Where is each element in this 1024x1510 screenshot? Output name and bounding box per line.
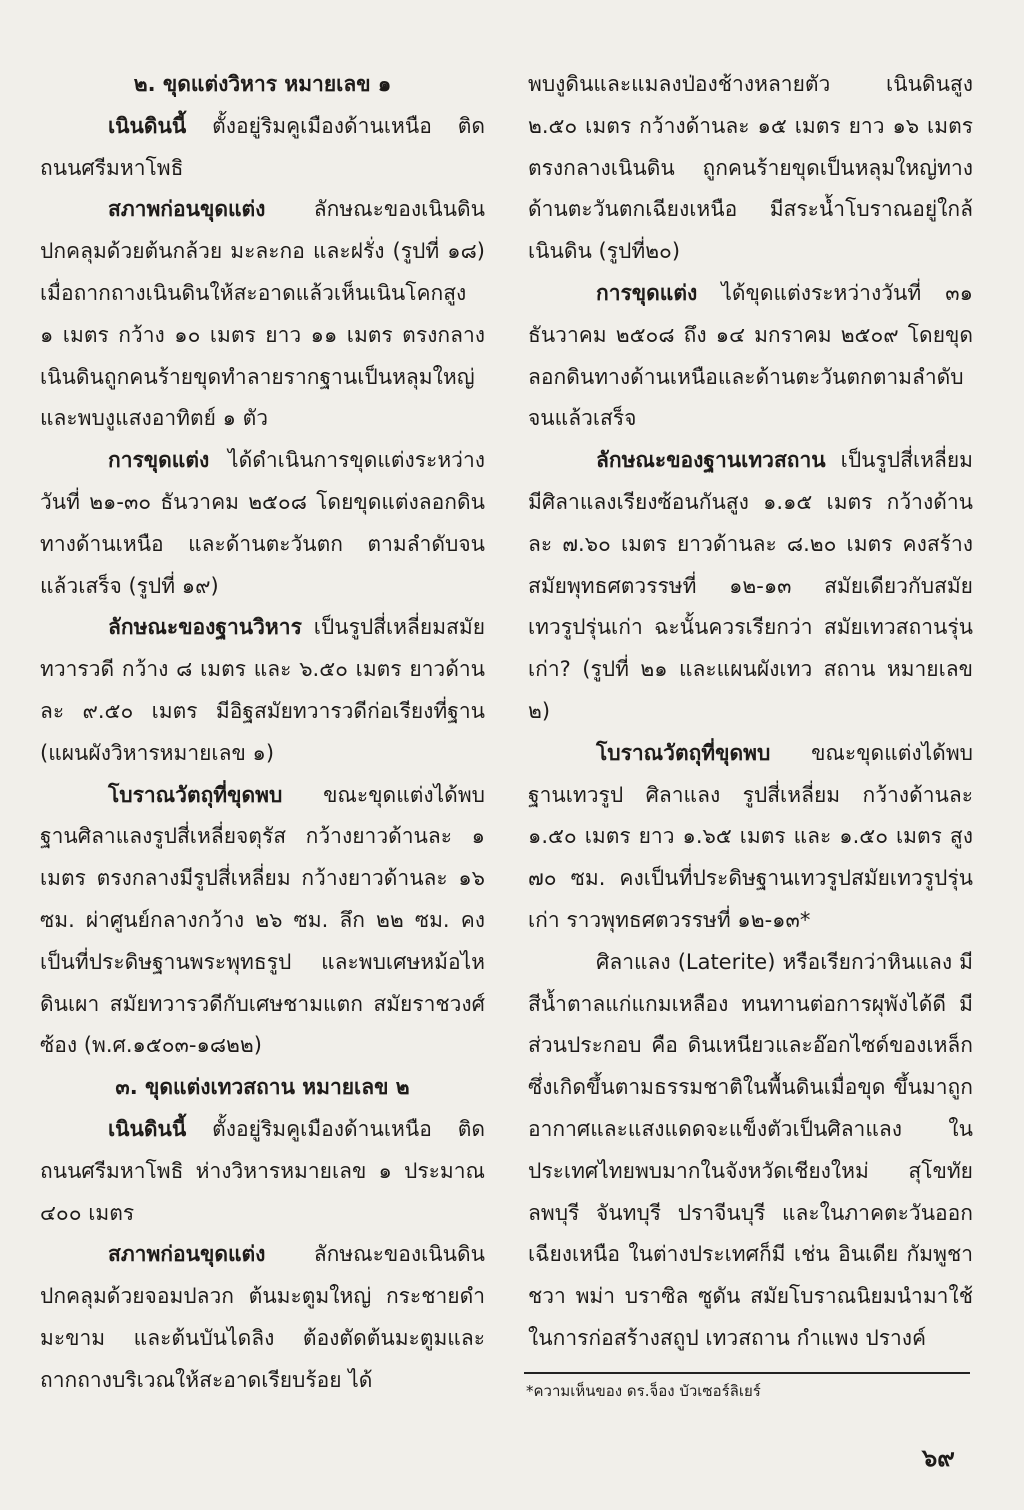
text-before-excavation: ลักษณะของเนินดินปกคลุมด้วยจอมปลวก ต้นมะตูมใหญ่ กระชายดำ มะขาม และต้นบันไดลิง ต้องตัดต้นมะตูมและถากถางบริเวณให้สะอาดเรียบร้อย ได้	[40, 1242, 485, 1392]
right-column	[528, 64, 973, 1360]
label-before-excavation: สภาพก่อนขุดแต่ง	[108, 1242, 266, 1267]
label-shrine-base: ลักษณะของฐานเทวสถาน	[596, 448, 826, 473]
text-artifacts: ขณะขุดแต่งได้พบฐานเทวรูป ศิลาแลง รูปสี่เหลี่ยม กว้างด้านละ ๑.๕๐ เมตร ยาว ๑.๖๕ เมตร และ ๑.๕๐ เมตร สูง ๗๐ ซม. คงเป็นที่ประดิษฐานเทวรูปสมัยเทวรูปรุ่นเก่า ราวพุทธศตวรรษที่ ๑๒-๑๓*	[528, 740, 973, 932]
left-column	[40, 64, 485, 1402]
footnote: *ความเห็นของ ดร.จ็อง บัวเซอร์ลิเยร์	[526, 1382, 761, 1400]
text-vihara-base: เป็นรูปสี่เหลี่ยมสมัยทวารวดี กว้าง ๘ เมตร และ ๖.๕๐ เมตร ยาวด้านละ ๙.๕๐ เมตร มีอิฐสมัยทวารวดีก่อเรียงที่ฐาน (แผนผังวิหารหมายเลข ๑)	[40, 615, 485, 765]
section-heading-shrine: ๓. ขุดแต่งเทวสถาน หมายเลข ๒	[115, 1075, 410, 1100]
label-mound: เนินดินนี้	[108, 1116, 187, 1141]
paragraph-vihara-artifacts	[40, 775, 485, 1068]
paragraph-shrine-artifacts	[528, 733, 973, 942]
paragraph-shrine-before	[40, 1234, 485, 1401]
label-excavation: การขุดแต่ง	[596, 280, 698, 305]
text-before-excavation: ลักษณะของเนินดินปกคลุมด้วยต้นกล้วย มะละกอ และฝรั่ง (รูปที่ ๑๘) เมื่อถากถางเนินดินให้สะอาดแล้วเห็นเนินโคกสูง ๑ เมตร กว้าง ๑๐ เมตร ยาว ๑๑ เมตร ตรงกลางเนินดินถูกคนร้ายขุดทำลายรากฐานเป็นหลุมใหญ่ และพบงูแสงอาทิตย์ ๑ ตัว	[40, 197, 485, 431]
page-number: ๖๙	[922, 1444, 955, 1472]
label-artifacts: โบราณวัตถุที่ขุดพบ	[108, 782, 283, 807]
paragraph-shrine-base	[528, 440, 973, 733]
label-mound: เนินดินนี้	[108, 113, 187, 138]
text-shrine-base: เป็นรูปสี่เหลี่ยม มีศิลาแลงเรียงซ้อนกันสูง ๑.๑๕ เมตร กว้างด้านละ ๗.๖๐ เมตร ยาวด้านละ ๘.๒๐ เมตร คงสร้างสมัยพุทธศตวรรษที่ ๑๒-๑๓ สมัยเดียวกับสมัยเทวรูปรุ่นเก่า ฉะนั้นควรเรียกว่า สมัยเทวสถานรุ่นเก่า? (รูปที่ ๒๑ และแผนผังเทว สถาน หมายเลข ๒)	[528, 448, 973, 723]
paragraph-vihara-before	[40, 189, 485, 440]
label-artifacts: โบราณวัตถุที่ขุดพบ	[596, 740, 771, 765]
paragraph-vihara-base	[40, 607, 485, 774]
paragraph-laterite: ศิลาแลง (Laterite) หรือเรียกว่าหินแลง มีสีน้ำตาลแก่แกมเหลือง ทนทานต่อการผุพังได้ดี มีส่วนประกอบ คือ ดินเหนียวและอ๊อกไซด์ของเหล็กซึ่งเกิดขึ้นตามธรรมชาติในพื้นดินเมื่อขุด ขึ้นมาถูกอากาศและแสงแดดจะแข็งตัวเป็นศิลาแลง ในประเทศไทยพบมากในจังหวัดเชียงใหม่ สุโขทัย ลพบุรี จันทบุรี ปราจีนบุรี และในภาคตะวันออกเฉียงเหนือ ในต่างประเทศก็มี เช่น อินเดีย กัมพูชา ชวา พม่า บราซิล ซูดัน สมัยโบราณนิยมนำมาใช้ในการก่อสร้างสถูป เทวสถาน กำแพง ปรางค์	[528, 949, 973, 1350]
label-vihara-base: ลักษณะของฐานวิหาร	[108, 615, 302, 640]
text-mound: ตั้งอยู่ริมคูเมืองด้านเหนือ ติดถนนศรีมหาโพธิ ห่างวิหารหมายเลข ๑ ประมาณ ๔๐๐ เมตร	[40, 1116, 485, 1225]
text-excavation: ได้ดำเนินการขุดแต่งระหว่างวันที่ ๒๑-๓๐ ธันวาคม ๒๕๐๘ โดยขุดแต่งลอกดินทางด้านเหนือ และด้านตะวันตก ตามลำดับจนแล้วเสร็จ (รูปที่ ๑๙)	[40, 448, 485, 598]
footnote-divider	[524, 1372, 970, 1374]
section-heading-vihara: ๒. ขุดแต่งวิหาร หมายเลข ๑	[133, 72, 392, 96]
paragraph-shrine-before-continued: พบงูดินและแมลงป่องช้างหลายตัว เนินดินสูง ๒.๕๐ เมตร กว้างด้านละ ๑๕ เมตร ยาว ๑๖ เมตร ตรงกลางเนินดิน ถูกคนร้ายขุดเป็นหลุมใหญ่ทางด้านตะวันตกเฉียงเหนือ มีสระน้ำโบราณอยู่ใกล้เนินดิน (รูปที่๒๐)	[528, 72, 973, 264]
text-mound: ตั้งอยู่ริมคูเมืองด้านเหนือ ติดถนนศรีมหาโพธิ	[40, 113, 485, 180]
paragraph-shrine-excavation	[528, 273, 973, 440]
paragraph-shrine-mound	[40, 1109, 485, 1234]
paragraph-vihara-mound	[40, 106, 485, 190]
paragraph-vihara-excavation	[40, 440, 485, 607]
label-before-excavation: สภาพก่อนขุดแต่ง	[108, 197, 266, 222]
label-excavation: การขุดแต่ง	[108, 448, 210, 473]
text-artifacts: ขณะขุดแต่งได้พบฐานศิลาแลงรูปสี่เหลี่ยจตุรัส กว้างยาวด้านละ ๑ เมตร ตรงกลางมีรูปสี่เหลี่ยม กว้างยาวด้านละ ๑๖ ซม. ผ่าศูนย์กลางกว้าง ๒๖ ซม. ลึก ๒๒ ซม. คงเป็นที่ประดิษฐานพระพุทธรูป และพบเศษหม้อไห ดินเผา สมัยทวารวดีกับเศษชามแตก สมัยราชวงศ์ซ้อง (พ.ศ.๑๕๐๓-๑๘๒๒)	[40, 782, 485, 1058]
text-excavation: ได้ขุดแต่งระหว่างวันที่ ๓๑ ธันวาคม ๒๕๐๘ ถึง ๑๔ มกราคม ๒๕๐๙ โดยขุดลอกดินทางด้านเหนือและด้านตะวันตกตามลำดับจนแล้วเสร็จ	[528, 280, 973, 431]
